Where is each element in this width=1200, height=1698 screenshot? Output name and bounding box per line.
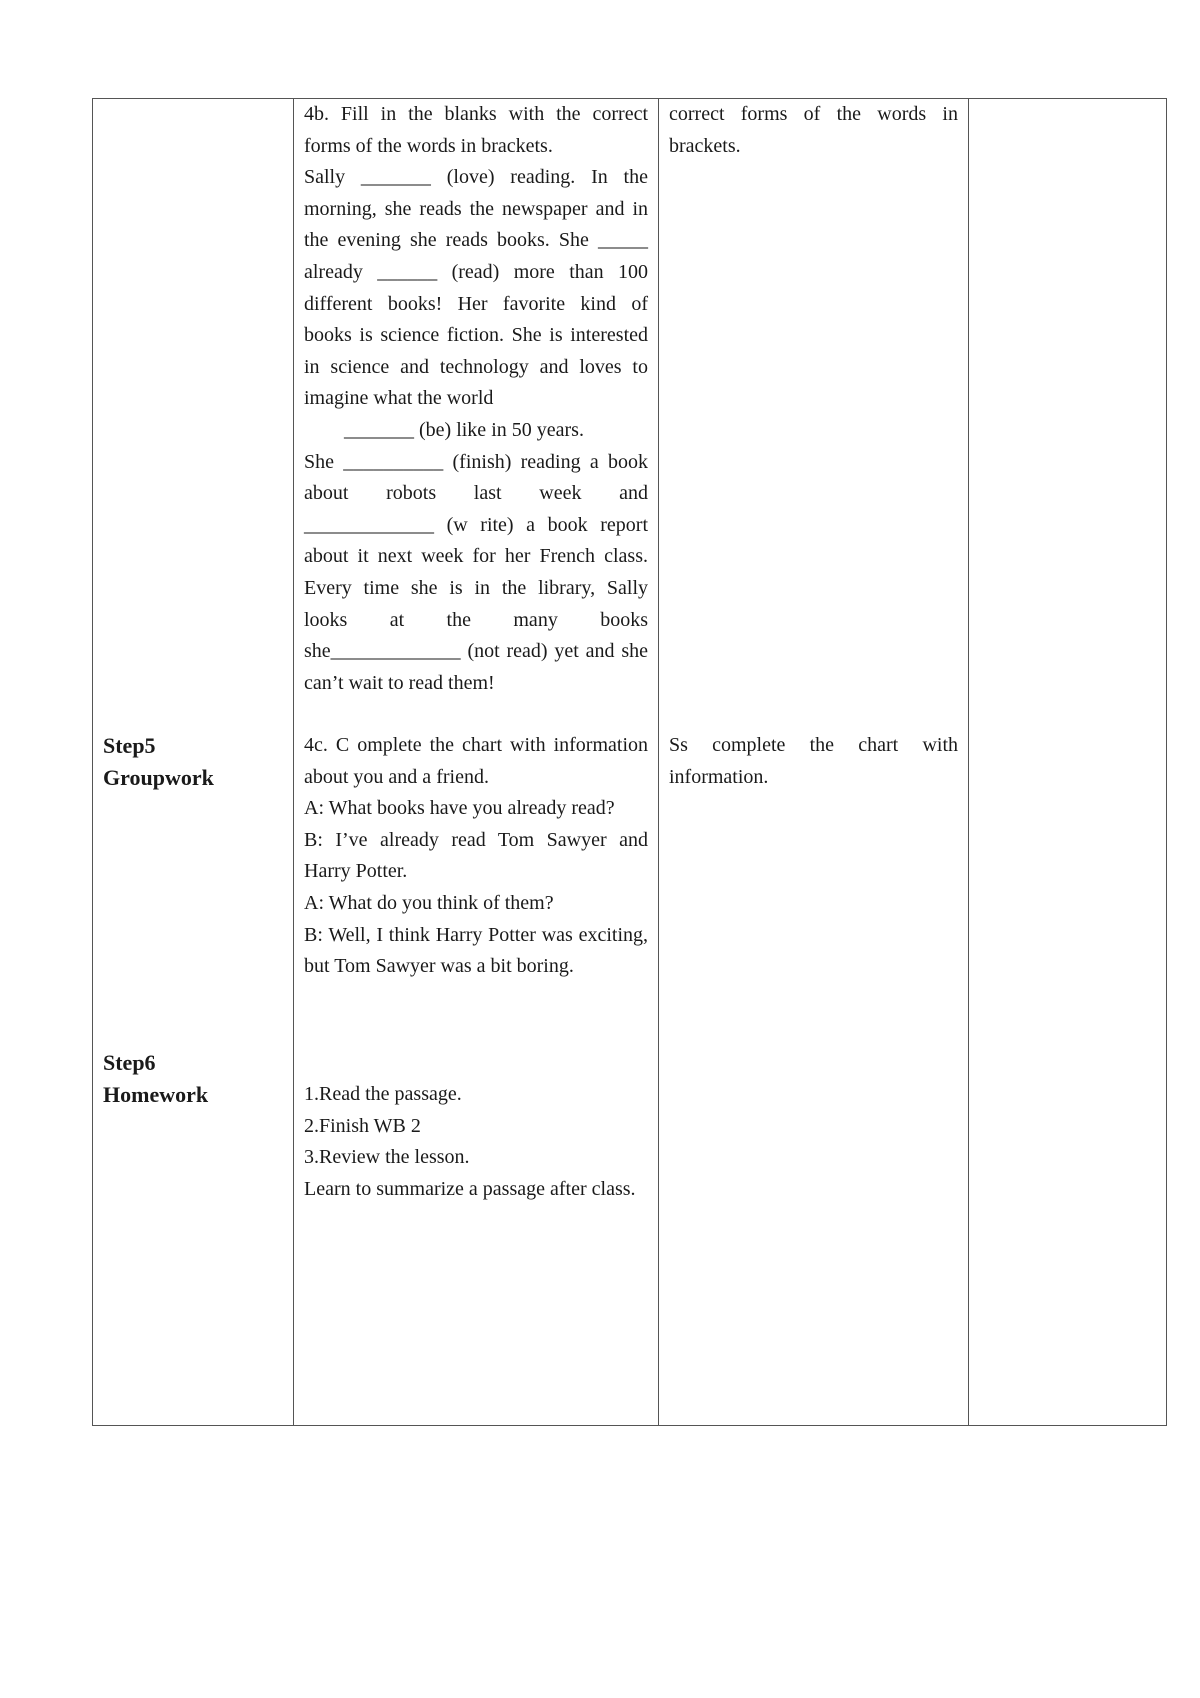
homework-item: 3.Review the lesson. — [304, 1146, 470, 1169]
homework-item: 2.Finish WB 2 — [304, 1114, 421, 1137]
notes-column — [969, 99, 1167, 1426]
step5-title: Step5 — [103, 733, 156, 758]
dialogue-line: B: I’ve already read Tom Sawyer and Harry Potter. — [304, 828, 648, 883]
steps-column — [93, 99, 294, 1426]
activity-4c — [304, 730, 648, 983]
dialogue-line: B: Well, I think Harry Potter was exciting, but Tom Sawyer was a bit boring. — [304, 923, 648, 978]
activity-4b — [304, 99, 648, 699]
student-4c-text: Ss complete the chart with information. — [669, 734, 958, 788]
student-4b-text: correct forms of the words in brackets. — [669, 103, 958, 157]
activity-4b-passage-2: She __________ (finish) reading a book about robots last week and _____________ (w rite) a book report about it next week for her French class. Every time she is in the library, Sally looks at the many books she_____________ (not read) yet and she can’t wait to read them! — [304, 450, 648, 694]
table-row — [93, 99, 1167, 1426]
homework-item: Learn to summarize a passage after class. — [304, 1177, 636, 1200]
activity-4b-passage-1-end: _______ (be) like in 50 years. — [344, 418, 584, 441]
step5-subtitle: Groupwork — [103, 764, 214, 790]
step6-title: Step6 — [103, 1050, 156, 1075]
student-4c — [669, 730, 958, 793]
lesson-plan-table — [92, 98, 1167, 1426]
step5-heading — [103, 730, 214, 793]
activity-4b-passage-1: Sally _______ (love) reading. In the morning, she reads the newspaper and in the evening she reads books. She _____ already ______ (read) more than 100 different books! Her favorite kind of books is science fiction. She is interested in science and technology and loves to imagine what the world — [304, 166, 648, 410]
homework-item: 1.Read the passage. — [304, 1083, 462, 1105]
activity-4c-instruction: 4c. C omplete the chart with information about you and a friend. — [304, 734, 648, 788]
dialogue-line: A: What do you think of them? — [304, 891, 554, 914]
homework-list — [304, 1079, 648, 1205]
activity-4b-instruction: 4b. Fill in the blanks with the correct forms of the words in brackets. — [304, 103, 648, 157]
student-4b — [669, 99, 958, 162]
step6-subtitle: Homework — [103, 1081, 209, 1107]
activities-column — [294, 99, 659, 1426]
student-activities-column — [659, 99, 969, 1426]
dialogue-line: A: What books have you already read? — [304, 797, 615, 820]
step6-heading — [103, 1047, 208, 1110]
